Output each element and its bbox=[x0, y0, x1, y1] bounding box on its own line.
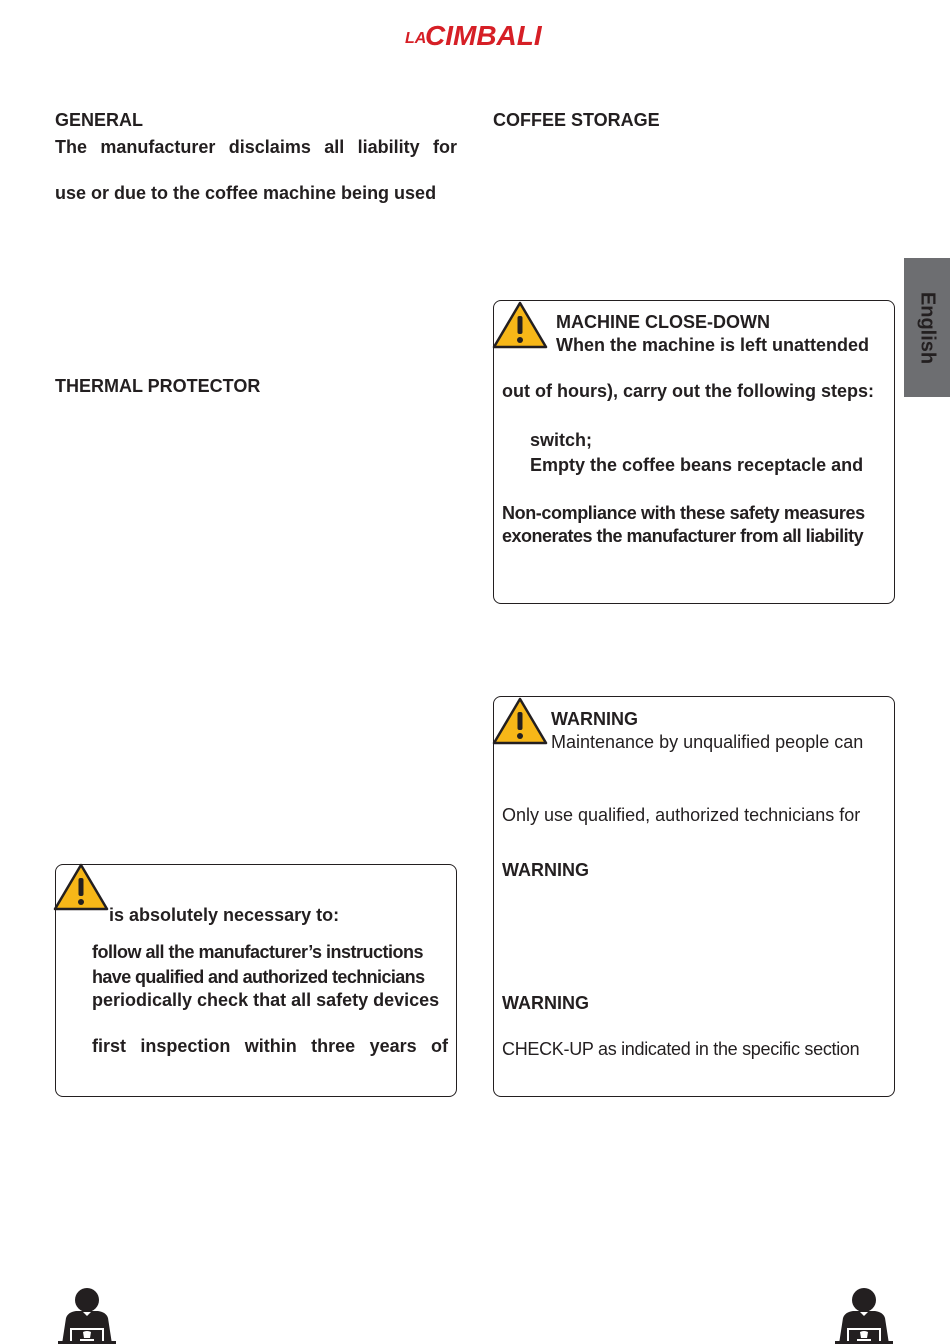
general-line-2: use or due to the coffee machine being used bbox=[55, 183, 437, 203]
closedown-note-2: exonerates the manufacturer from all liability bbox=[502, 526, 864, 546]
warning-line-2: Only use qualified, authorized technicians for bbox=[502, 805, 861, 825]
closedown-step-1: switch; bbox=[530, 430, 593, 450]
barista-icon bbox=[56, 1286, 118, 1344]
closedown-note-1: Non-compliance with these safety measures bbox=[502, 503, 865, 523]
warning-heading-3: WARNING bbox=[502, 993, 589, 1013]
language-tab-label: English bbox=[916, 291, 939, 364]
closedown-title: MACHINE CLOSE-DOWN bbox=[556, 312, 770, 332]
warning-line-3: CHECK-UP as indicated in the specific section bbox=[502, 1039, 860, 1059]
safety-intro: is absolutely necessary to: bbox=[109, 905, 340, 925]
warning-triangle-icon bbox=[492, 300, 548, 350]
general-line-1: The manufacturer disclaims all liability for bbox=[55, 137, 457, 157]
closedown-line-2: out of hours), carry out the following steps: bbox=[502, 381, 874, 401]
coffee-storage-heading: COFFEE STORAGE bbox=[493, 110, 660, 130]
thermal-protector-heading: THERMAL PROTECTOR bbox=[55, 376, 261, 396]
logo-name: CIMBALI bbox=[425, 20, 542, 51]
brand-logo bbox=[405, 18, 545, 54]
safety-item-1: follow all the manufacturer’s instructions bbox=[92, 942, 424, 962]
closedown-line-1: When the machine is left unattended bbox=[556, 335, 870, 355]
safety-item-3: periodically check that all safety devices bbox=[92, 990, 440, 1010]
closedown-step-2: Empty the coffee beans receptacle and bbox=[530, 455, 864, 475]
logo-prefix: LA bbox=[405, 30, 427, 47]
safety-item-4: first inspection within three years of bbox=[92, 1036, 448, 1056]
warning-triangle-icon bbox=[53, 862, 109, 912]
warning-title: WARNING bbox=[551, 709, 638, 729]
warning-heading-2: WARNING bbox=[502, 860, 589, 880]
maintenance-warning-box bbox=[493, 696, 895, 1097]
general-heading: GENERAL bbox=[55, 110, 144, 130]
language-tab[interactable] bbox=[904, 258, 950, 397]
barista-icon bbox=[833, 1286, 895, 1344]
warning-triangle-icon bbox=[492, 696, 548, 746]
warning-line-1: Maintenance by unqualified people can bbox=[551, 732, 864, 752]
safety-item-2: have qualified and authorized technicians bbox=[92, 967, 425, 987]
